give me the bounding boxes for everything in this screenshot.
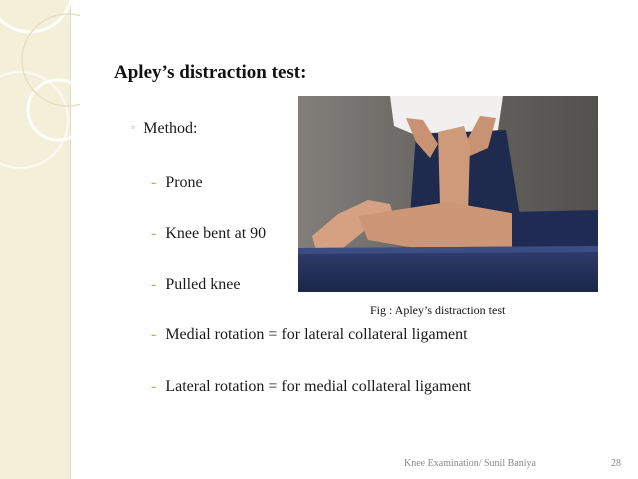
step-item bbox=[151, 378, 471, 396]
footer-author: Knee Examination/ Sunil Baniya bbox=[404, 458, 536, 469]
apley-distraction-photo bbox=[298, 96, 598, 292]
page-number: 28 bbox=[611, 458, 621, 469]
dash-marker: - bbox=[151, 276, 157, 293]
dash-marker: - bbox=[151, 378, 157, 395]
step-item bbox=[151, 174, 203, 192]
slide-title: Apley’s distraction test: bbox=[114, 62, 307, 83]
dash-marker: - bbox=[151, 326, 157, 343]
dash-marker: - bbox=[151, 174, 157, 191]
step-item bbox=[151, 225, 266, 243]
step-text: Prone bbox=[165, 174, 203, 191]
decorative-circles bbox=[0, 0, 80, 200]
step-item bbox=[151, 276, 240, 294]
method-bullet bbox=[131, 120, 197, 138]
step-text: Pulled knee bbox=[165, 276, 241, 293]
step-text: Knee bent at 90 bbox=[165, 225, 267, 242]
method-label: Method: bbox=[143, 120, 198, 137]
step-text: Medial rotation = for lateral collateral ligament bbox=[165, 326, 468, 343]
step-item bbox=[151, 326, 468, 344]
dash-marker: - bbox=[151, 225, 157, 242]
step-text: Lateral rotation = for medial collateral ligament bbox=[165, 378, 472, 395]
bullet-marker: ◦ bbox=[131, 120, 136, 134]
figure-caption: Fig : Apley’s distraction test bbox=[370, 303, 506, 317]
